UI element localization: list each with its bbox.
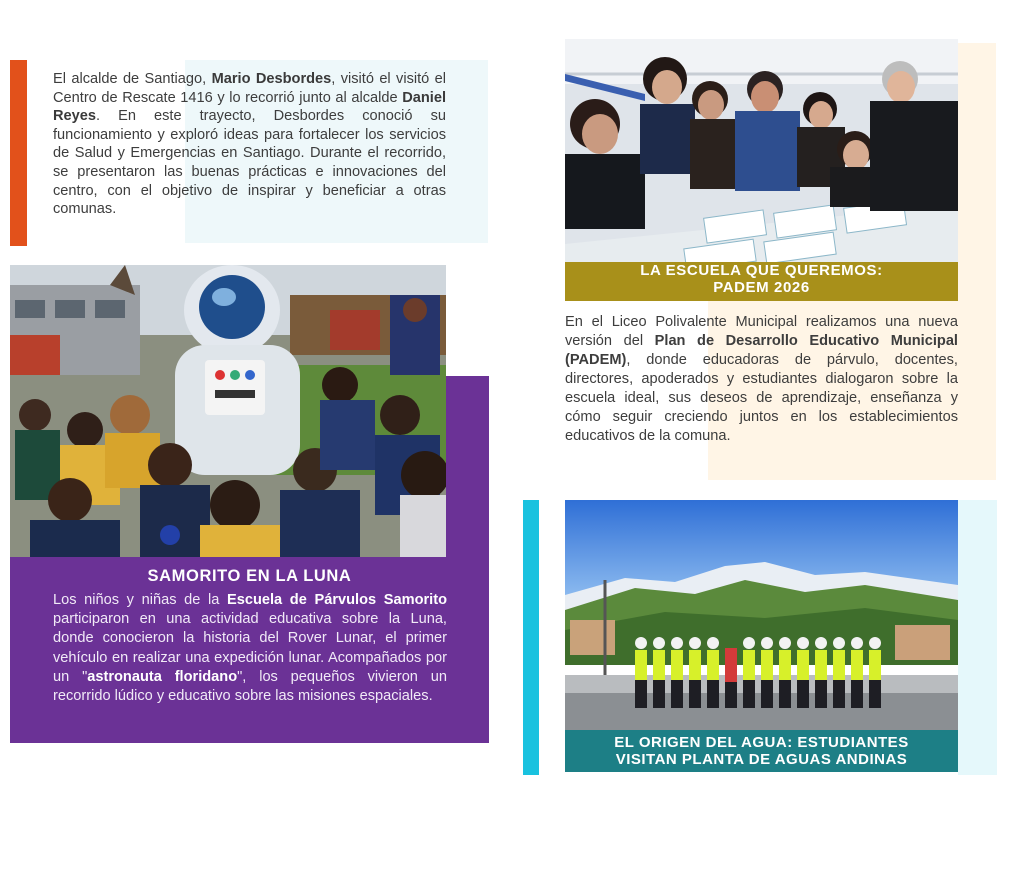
agua-banner-line-1: EL ORIGEN DEL AGUA: ESTUDIANTES bbox=[614, 734, 909, 751]
astronaut-label: astronauta floridano bbox=[87, 668, 238, 685]
agua-banner-line-2: VISITAN PLANTA DE AGUAS ANDINAS bbox=[615, 751, 908, 768]
padem-banner bbox=[565, 262, 958, 301]
padem-article-text: En el Liceo Polivalente Municipal realizamos una nueva versión del Plan de Desarrollo Educativo Municipal (PADEM), donde educadoras de párvulo, docentes, directores, apoderados y estudiantes dialogaron sobre la escuela ideal, sus deseos de aprendizaje, enseñanza y cómo seguir creciendo juntos en los establecimientos educativos de la comuna. bbox=[565, 314, 958, 444]
purple-accent-block bbox=[446, 376, 489, 561]
rescate-article-text: El alcalde de Santiago, Mario Desbordes, visitó el visitó el Centro de Rescate 1416 y lo recorrió junto al alcalde Daniel Reyes. En este trayecto, Desbordes conoció su funcionamiento y exploró ideas para fortalecer los servicios de Salud y Emergencias en Santiago. Durante el recorrido, se presentaron las buenas prácticas e innovaciones del centro, con el objetivo de inspirar y beneficiar a otras comunas. bbox=[53, 71, 447, 218]
school-name: Escuela de Párvulos Samorito bbox=[227, 592, 447, 608]
padem-banner-line-1: LA ESCUELA QUE QUEREMOS: bbox=[640, 262, 883, 279]
mayor-name-reyes: Daniel Reyes bbox=[53, 89, 446, 125]
samorito-article-text: Los niños y niñas de la Escuela de Párvulos Samorito participaron en una actividad educativa sobre la Luna, donde conocieron la historia del Rover Lunar, el primer vehículo en realizar una expedición lunar. Acompañados por un "astronauta floridano", los pequeños vivieron un recorrido lúdico y educativo sobre las misiones espaciales. bbox=[53, 592, 447, 705]
orange-accent-bar bbox=[10, 60, 27, 246]
agua-banner bbox=[565, 730, 958, 772]
light-blue-side-block bbox=[958, 500, 997, 775]
mayor-name-santiago: Mario Desbordes bbox=[211, 71, 332, 87]
padem-banner-line-2: PADEM 2026 bbox=[713, 279, 810, 296]
samorito-panel bbox=[10, 557, 489, 743]
samorito-title: SAMORITO EN LA LUNA bbox=[147, 567, 352, 585]
astronaut-children-photo bbox=[10, 265, 446, 557]
water-plant-group-photo bbox=[565, 500, 958, 730]
padem-plan-name: Plan de Desarrollo Educativo Municipal (PADEM) bbox=[565, 333, 958, 368]
cyan-accent-bar bbox=[523, 500, 539, 775]
